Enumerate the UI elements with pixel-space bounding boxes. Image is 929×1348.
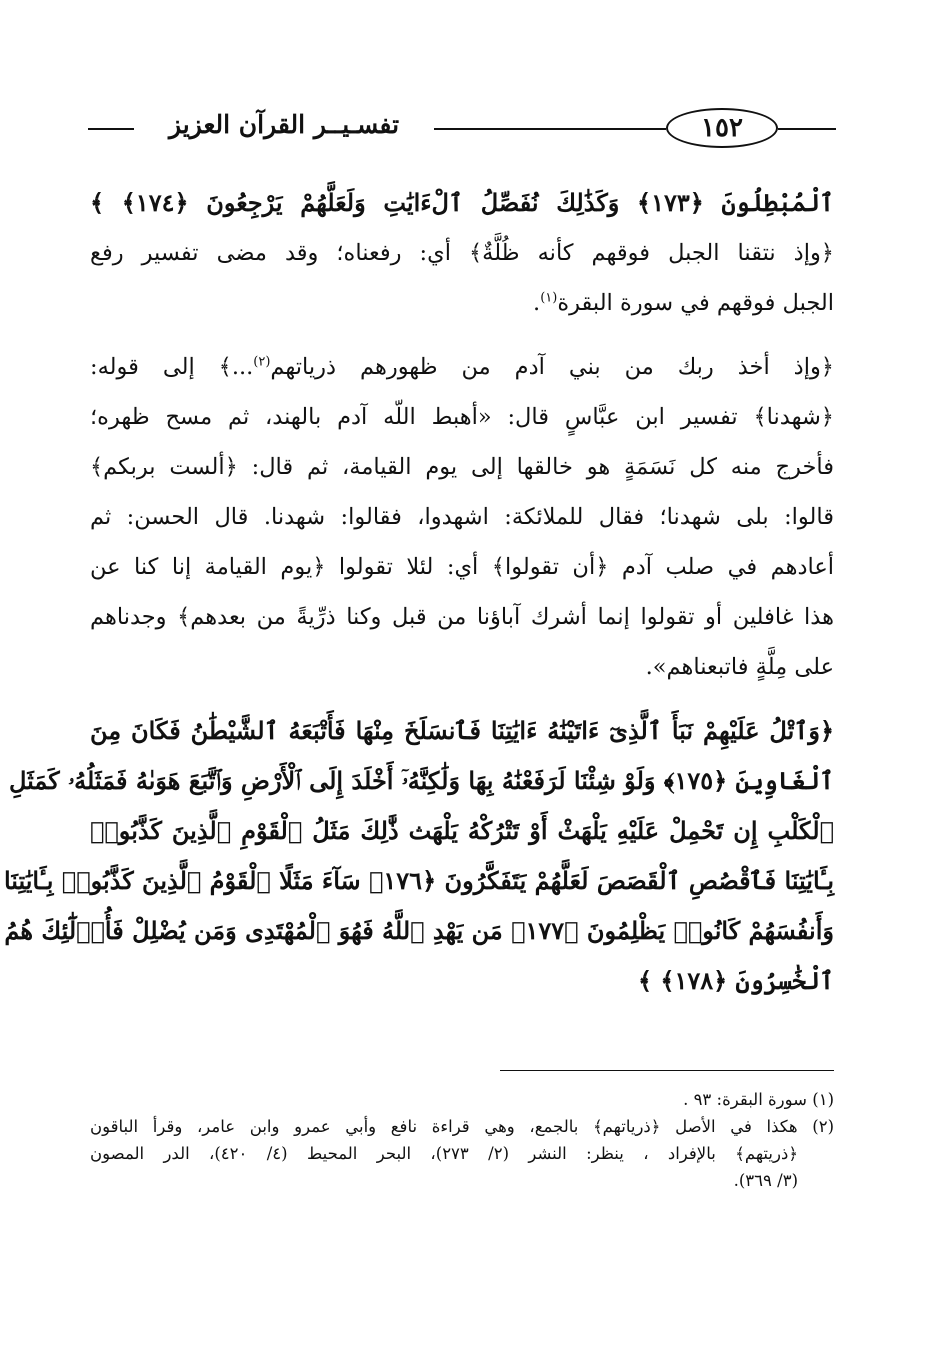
- footnote-ref: (٢): [253, 354, 271, 370]
- footnote-number: (٢): [812, 1117, 834, 1136]
- footnote-continuation: (٣/ ٣٦٩).: [733, 1171, 798, 1190]
- footnote-ref: (١): [540, 290, 558, 306]
- quran-line: وَأَنفُسَهُمْ كَانُوا۟ يَظْلِمُونَ ﴿١٧٧﴾ مَن يَهْدِ ٱللَّهُ فَهُوَ ٱلْمُهْتَدِى وَمَن يُضْلِلْ فَأُو۟لَٰٓئِكَ هُمُ: [4, 916, 834, 945]
- body-line: أعادهم في صلب آدم ﴿أن تقولوا﴾ أي: لئلا تقولوا ﴿يوم القيامة إنا كنا عن: [90, 554, 834, 580]
- body-line: على مِلَّةٍ فاتبعناهم».: [645, 654, 834, 680]
- body-line: ٱلْمُبْطِلُونَ ﴿١٧٣﴾ وَكَذَٰلِكَ نُفَصِّلُ ٱلْءَايَٰتِ وَلَعَلَّهُمْ يَرْجِعُونَ ﴿١٧٤﴾ ﴾: [90, 188, 834, 217]
- footnote-continuation: ﴿ذريتهم﴾ بالإفراد ، ينظر: النشر (٢/ ٢٧٣)، البحر المحيط (٤/ ٤٢٠)، الدر المصون: [90, 1144, 798, 1163]
- body-line-tail: .: [533, 290, 541, 316]
- header-rule-left: [88, 128, 134, 130]
- body-line-tail: ...﴾ إلى قوله:: [90, 354, 254, 380]
- header-rule-right: [778, 128, 836, 130]
- footnote: [90, 1086, 834, 1113]
- page-header: [88, 102, 836, 156]
- body-line: فأخرج منه كل نَسَمَةٍ هو خالقها إلى يوم القيامة، ثم قال: ﴿ألست بربكم﴾: [90, 454, 834, 480]
- quran-line: ٱلْكَلْبِ إِن تَحْمِلْ عَلَيْهِ يَلْهَثْ أَوْ تَتْرُكْهُ يَلْهَث ذَّٰلِكَ مَثَلُ ٱلْقَوْمِ ٱلَّذِينَ كَذَّبُوا۟: [90, 816, 834, 845]
- footnote-text: هكذا في الأصل ﴿ذرياتهم﴾ بالجمع، وهي قراءة نافع وأبي عمرو وابن عامر، وقرأ الباقون: [90, 1117, 798, 1136]
- page-number-frame: [666, 108, 778, 148]
- quran-line: ٱلْغَاوِينَ ﴿١٧٥﴾ وَلَوْ شِئْنَا لَرَفَعْنَٰهُ بِهَا وَلَٰكِنَّهُۥٓ أَخْلَدَ إِلَى ٱلْأَرْضِ وَٱتَّبَعَ هَوَىٰهُ فَمَثَلُهُۥ كَمَثَلِ: [9, 766, 834, 795]
- paragraph-gap: [90, 328, 834, 342]
- header-rule-middle: [434, 128, 666, 130]
- quran-line: ٱلْخَٰسِرُونَ ﴿١٧٨﴾ ﴾: [637, 966, 834, 995]
- body-line-text: الجبل فوقهم في سورة البقرة: [557, 290, 834, 316]
- footnote-text: سورة البقرة: ٩٣ .: [683, 1090, 807, 1109]
- body-line: [90, 342, 834, 392]
- quran-line: بِـَٔايَٰتِنَا فَٱقْصُصِ ٱلْقَصَصَ لَعَلَّهُمْ يَتَفَكَّرُونَ ﴿١٧٦﴾ سَآءَ مَثَلًا ٱلْقَوْمُ ٱلَّذِينَ كَذَّبُوا۟ بِـَٔايَٰتِنَا: [3, 866, 834, 895]
- footnote-number: (١): [812, 1090, 834, 1109]
- body-line: قالوا: بلى شهدنا؛ فقال للملائكة: اشهدوا، فقالوا: شهدنا. قال الحسن: ثم: [90, 504, 834, 530]
- paragraph-gap: [90, 692, 834, 706]
- footnotes: [90, 1086, 834, 1194]
- page-number: ١٥٢: [701, 113, 743, 143]
- footnote: [90, 1113, 834, 1140]
- body-line: [90, 278, 834, 328]
- body-line-text: ﴿وإذ أخذ ربك من بني آدم من ظهورهم ذرياتهم: [270, 354, 834, 380]
- footnote-separator: [500, 1070, 834, 1071]
- body-line: ﴿وإذ نتقنا الجبل فوقهم كأنه ظُلَّةٌ﴾ أي: رفعناه؛ وقد مضى تفسير رفع: [90, 240, 834, 266]
- body-line: ﴿شهدنا﴾ تفسير ابن عبَّاسٍ قال: «أهبط اللّه آدم بالهند، ثم مسح ظهره؛: [90, 404, 834, 430]
- running-title: تفسـيــر القرآن العزيز: [168, 110, 400, 139]
- body-line: هذا غافلين أو تقولوا إنما أشرك آباؤنا من قبل وكنا ذرِّيةً من بعدهم﴾ وجدناهم: [90, 604, 834, 630]
- quran-line: ﴿وَٱتْلُ عَلَيْهِمْ نَبَأَ ٱلَّذِىٓ ءَاتَيْنَٰهُ ءَايَٰتِنَا فَٱنسَلَخَ مِنْهَا فَأَتْبَعَهُ ٱلشَّيْطَٰنُ فَكَانَ مِنَ: [90, 716, 835, 745]
- page-body: [3, 178, 835, 1006]
